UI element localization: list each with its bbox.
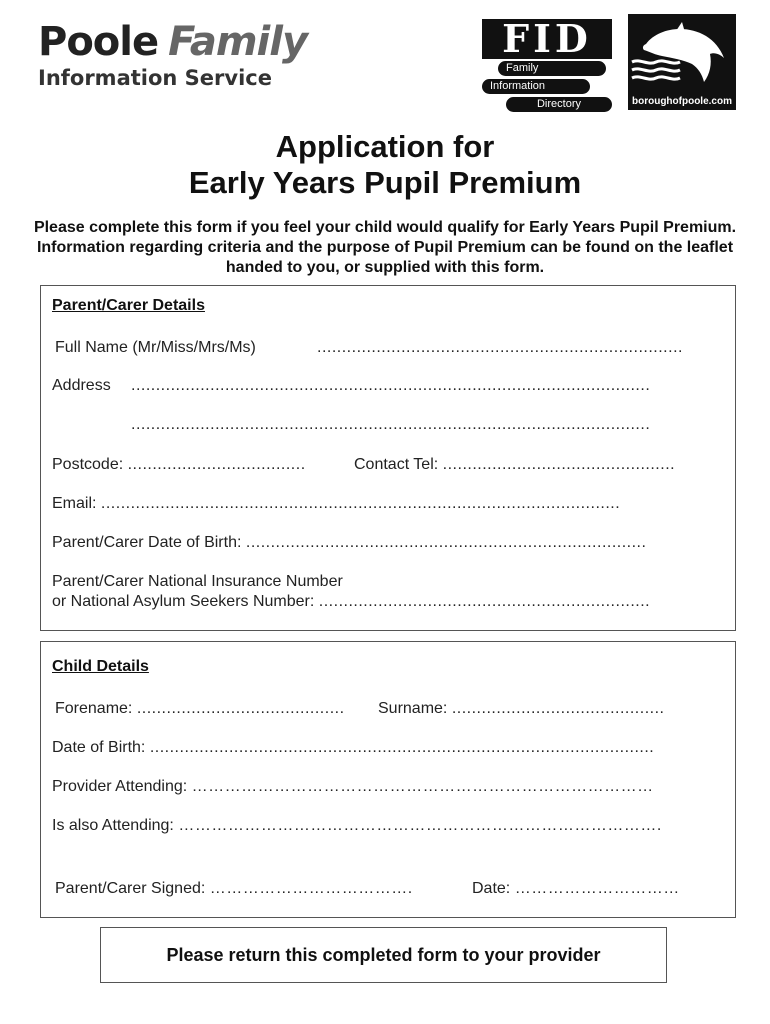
address-dotted-line-1[interactable]: ......................................................................................................... <box>131 377 651 394</box>
parent-carer-details-box <box>40 285 736 631</box>
provider-attending-label: Provider Attending: <box>52 778 188 795</box>
signed-label: Parent/Carer Signed: <box>55 880 206 897</box>
logo-subtitle: Information Service <box>38 66 272 90</box>
ni-number-field[interactable]: or National Asylum Seekers Number: ................................................................... <box>52 593 651 610</box>
also-attending-label: Is also Attending: <box>52 817 174 834</box>
full-name-dotted-line[interactable]: .......................................................................... <box>317 339 683 356</box>
child-details-box <box>40 641 736 918</box>
borough-of-poole-logo <box>628 14 736 110</box>
fid-letters: FID <box>482 19 612 59</box>
dolphin-icon <box>628 14 736 94</box>
forename-label: Forename: <box>55 700 133 717</box>
surname-label: Surname: <box>378 700 448 717</box>
postcode-label: Postcode: <box>52 456 124 473</box>
logo-word-poole: Poole <box>38 19 159 65</box>
postcode-field[interactable]: Postcode: .................................... <box>52 456 306 473</box>
intro-text: Please complete this form if you feel your child would qualify for Early Years Pupil Premium. Information regarding criteria and the purpose of Pupil Premium can be found on the leaflet handed to you, or supplied with this form. <box>33 219 737 276</box>
forename-field[interactable]: Forename: .......................................... <box>55 700 345 717</box>
parent-dob-label: Parent/Carer Date of Birth: <box>52 534 242 551</box>
child-dob-field[interactable]: Date of Birth: ...................................................................................................... <box>52 739 655 756</box>
page-title-line2: Early Years Pupil Premium <box>188 165 582 200</box>
date-label: Date: <box>472 880 511 897</box>
date-field[interactable]: Date: ………………………… <box>472 880 680 897</box>
return-note-box <box>100 927 667 983</box>
child-dob-label: Date of Birth: <box>52 739 146 756</box>
address-field[interactable] <box>52 377 111 395</box>
child-section-heading: Child Details <box>52 658 149 675</box>
full-name-label: Full Name (Mr/Miss/Mrs/Ms) <box>55 339 256 356</box>
page-title-line1: Application for <box>275 129 495 164</box>
signed-field[interactable]: Parent/Carer Signed: ………………………………. <box>55 880 413 897</box>
surname-field[interactable]: Surname: ........................................... <box>378 700 665 717</box>
email-label: Email: <box>52 495 97 512</box>
email-field[interactable]: Email: ......................................................................................................... <box>52 495 621 512</box>
also-attending-field[interactable]: Is also Attending: ……………………………………………………………………………. <box>52 817 662 834</box>
ni-label-line2: or National Asylum Seekers Number: <box>52 593 315 610</box>
poole-family-information-service-logo <box>38 19 308 90</box>
ni-label-line1: Parent/Carer National Insurance Number <box>52 573 343 590</box>
fid-pill-information: Information <box>482 79 590 94</box>
logo-word-family: Family <box>168 19 308 65</box>
parent-dob-field[interactable]: Parent/Carer Date of Birth: ................................................................................. <box>52 534 647 551</box>
address-dotted-line-2[interactable]: ......................................................................................................... <box>131 416 651 433</box>
return-note-text: Please return this completed form to your provider <box>166 945 601 965</box>
parent-section-heading: Parent/Carer Details <box>52 297 205 314</box>
borough-caption: boroughofpoole.com <box>632 96 732 107</box>
fid-logo <box>482 16 612 113</box>
provider-attending-field[interactable]: Provider Attending: ………………………………………………………………………… <box>52 778 654 795</box>
fid-pill-directory: Directory <box>506 97 612 112</box>
fid-pill-family: Family <box>498 61 606 76</box>
address-label: Address <box>52 377 111 394</box>
contact-tel-field[interactable]: Contact Tel: ............................................... <box>354 456 676 473</box>
contact-tel-label: Contact Tel: <box>354 456 439 473</box>
full-name-field[interactable] <box>55 339 256 357</box>
